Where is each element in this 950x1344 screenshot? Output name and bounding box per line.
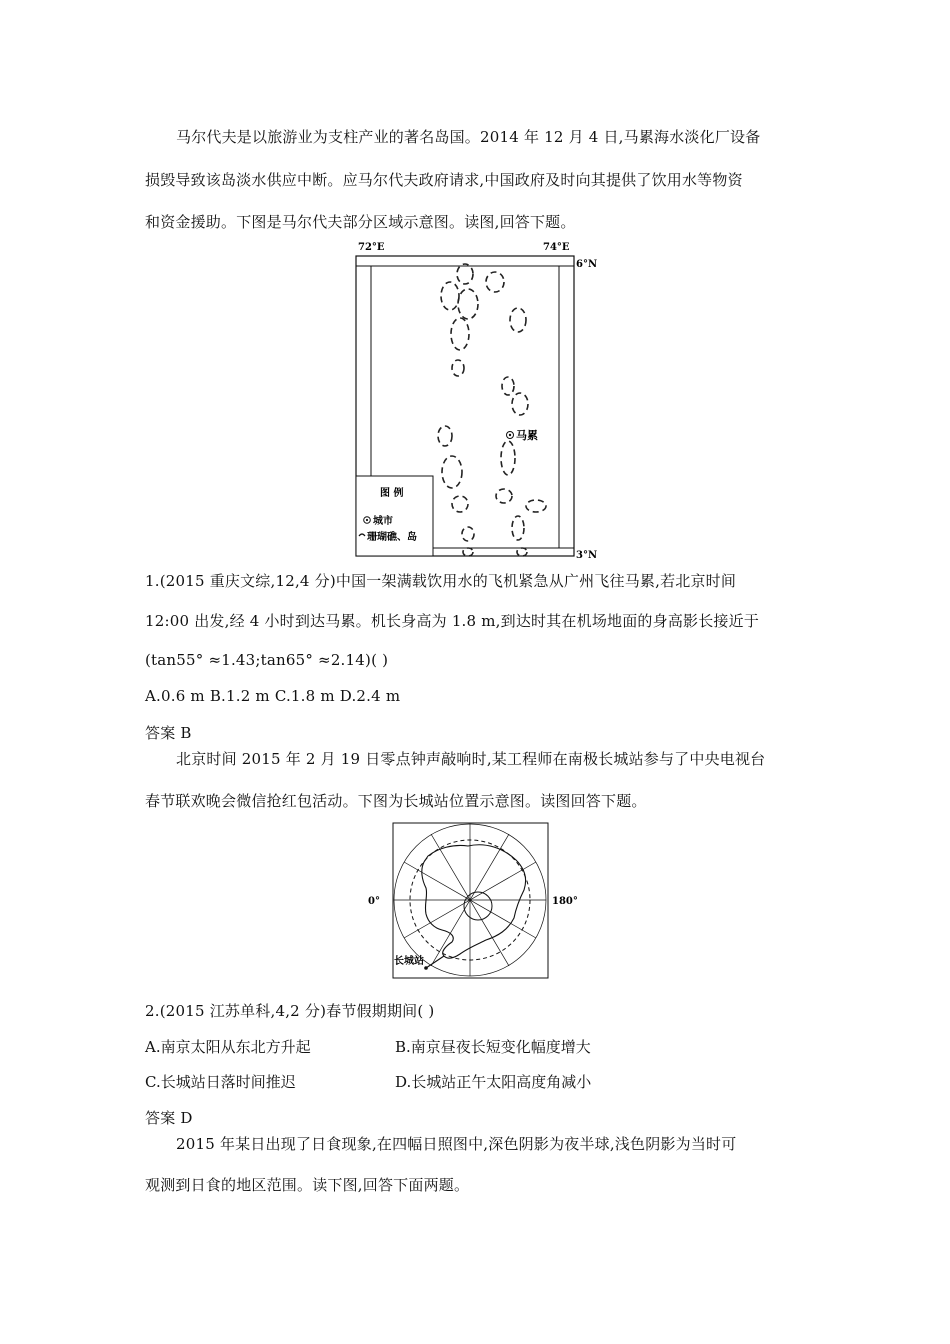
maldives-map xyxy=(340,236,600,564)
maldives-map-svg xyxy=(340,236,600,564)
passage1-line-3: 和资金援助。下图是马尔代夫部分区域示意图。读图,回答下题。 xyxy=(145,213,576,231)
antarctica-map-svg xyxy=(368,818,580,984)
q2-option-b: B.南京昼夜长短变化幅度增大 xyxy=(395,1038,591,1056)
lon-0-label: 0° xyxy=(368,896,380,907)
lat-bottom-label: 3°N xyxy=(576,550,598,561)
q1-line-3: (tan55° ≈1.43;tan65° ≈2.14)( ) xyxy=(145,651,389,669)
antarctica-map xyxy=(368,818,580,984)
lon-right-label: 74°E xyxy=(543,242,570,253)
passage1-line-2: 损毁导致该岛淡水供应中断。应马尔代夫政府请求,中国政府及时向其提供了饮用水等物资 xyxy=(145,171,743,189)
answer-2: 答案 D xyxy=(145,1109,193,1127)
q1-line-2: 12:00 出发,经 4 小时到达马累。机长身高为 1.8 m,到达时其在机场地面的身高影长接近于 xyxy=(145,612,760,630)
q1-options: A.0.6 m B.1.2 m C.1.8 m D.2.4 m xyxy=(145,687,401,705)
answer-1: 答案 B xyxy=(145,724,192,742)
passage2-line-2: 春节联欢晚会微信抢红包活动。下图为长城站位置示意图。读图回答下题。 xyxy=(145,792,647,810)
great-wall-station-label: 长城站 xyxy=(394,956,424,967)
q2-stem: 2.(2015 江苏单科,4,2 分)春节假期期间( ) xyxy=(145,1002,435,1020)
q2-option-c: C.长城站日落时间推迟 xyxy=(145,1073,296,1091)
q1-line-1: 1.(2015 重庆文综,12,4 分)中国一架满载饮用水的飞机紧急从广州飞往马累,若北京时间 xyxy=(145,572,737,590)
coral-reefs xyxy=(438,264,546,556)
lon-left-label: 72°E xyxy=(358,242,385,253)
male-city-label: 马累 xyxy=(516,429,538,442)
legend-title: 图 例 xyxy=(380,488,404,499)
legend-city-label: 城市 xyxy=(373,516,393,527)
lon-180-label: 180° xyxy=(552,896,578,907)
passage2-line-1: 北京时间 2015 年 2 月 19 日零点钟声敲响时,某工程师在南极长城站参与了中央电视台 xyxy=(176,750,766,768)
great-wall-station-marker xyxy=(424,966,428,970)
passage3-line-1: 2015 年某日出现了日食现象,在四幅日照图中,深色阴影为夜半球,浅色阴影为当时可 xyxy=(176,1135,737,1153)
q2-option-d: D.长城站正午太阳高度角减小 xyxy=(395,1073,592,1091)
passage1-line-1: 马尔代夫是以旅游业为支柱产业的著名岛国。2014 年 12 月 4 日,马累海水淡化厂设备 xyxy=(176,128,761,146)
passage3-line-2: 观测到日食的地区范围。读下图,回答下面两题。 xyxy=(145,1176,470,1194)
q2-option-a: A.南京太阳从东北方升起 xyxy=(145,1038,311,1056)
male-city-marker xyxy=(507,428,539,442)
legend-reef-label: 珊瑚礁、岛 xyxy=(367,532,417,543)
lat-top-label: 6°N xyxy=(576,259,598,270)
